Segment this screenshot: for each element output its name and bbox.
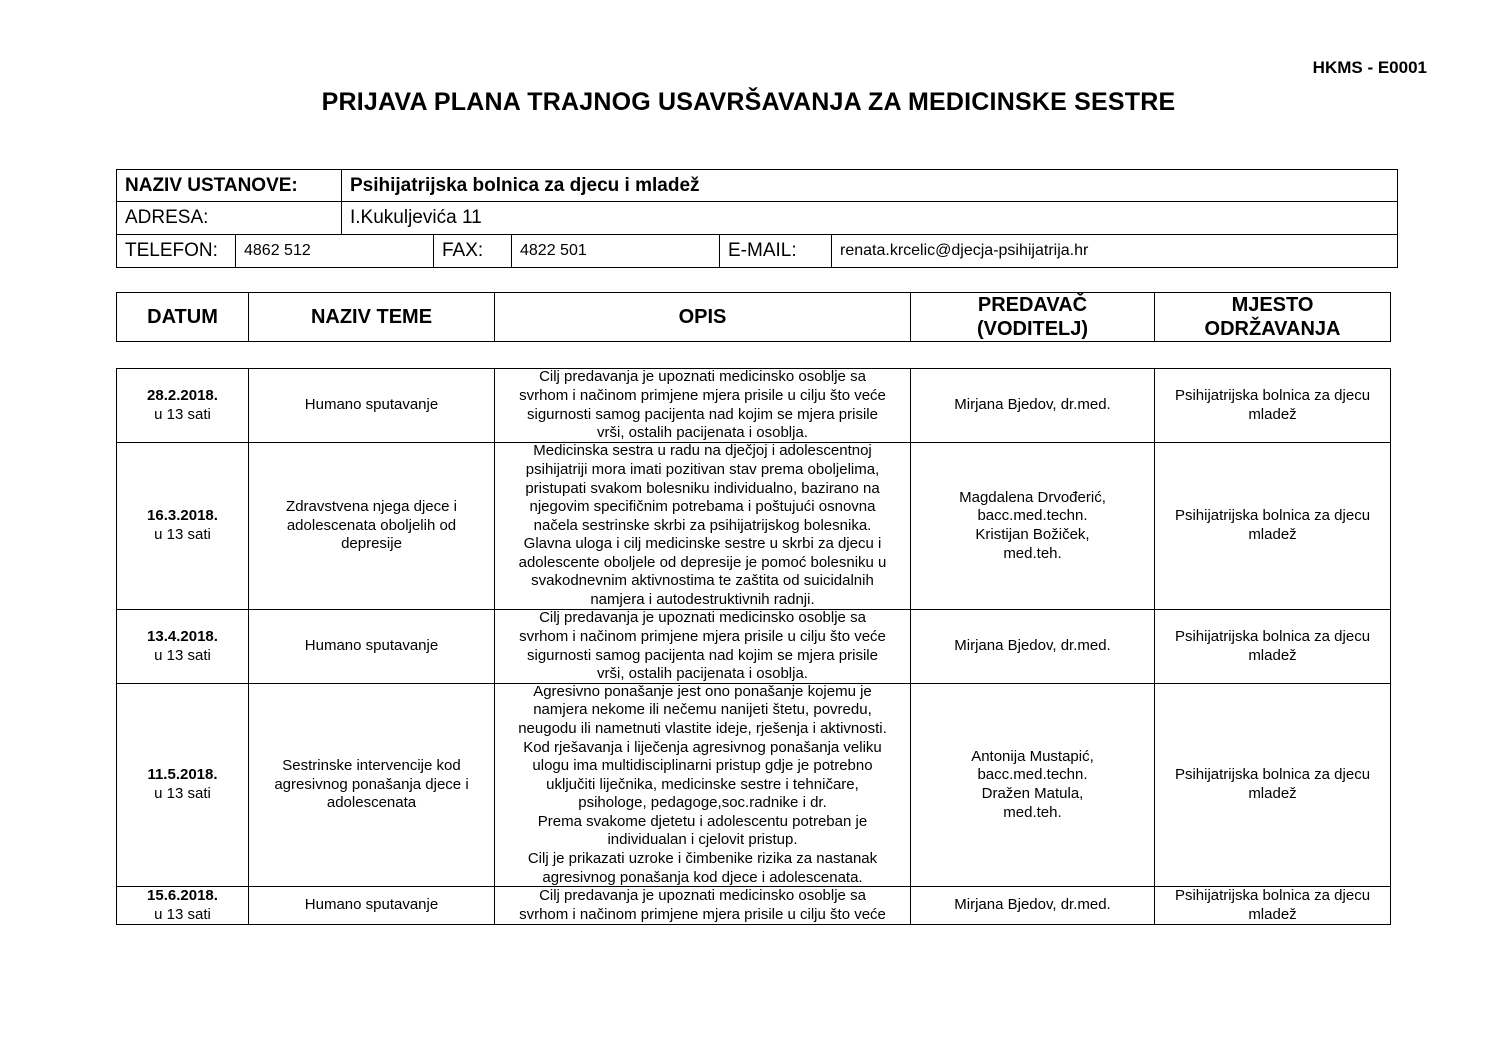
phone-value: 4862 512: [235, 235, 433, 267]
fax-label: FAX:: [433, 235, 511, 267]
column-header-lecturer: PREDAVAČ (VODITELJ): [910, 293, 1154, 341]
topic-cell: Zdravstvena njega djece i adolescenata oboljelih od depresije: [248, 443, 494, 609]
date-cell: [117, 443, 248, 609]
event-time: u 13 sati: [154, 785, 211, 802]
topic-cell: Humano sputavanje: [248, 369, 494, 442]
table-row: [117, 684, 1390, 887]
table-row: [117, 610, 1390, 684]
column-header-date: DATUM: [147, 306, 218, 328]
description-cell: Medicinska sestra u radu na dječjoj i adolescentnoj psihijatriji mora imati pozitivan stav prema oboljelima, pristupati svakom bolesniku individualno, bazirano na njegovim specifičnim potrebama i poštujući osnovna načela sestrinske skrbi za psihijatrijskog bolesnika. Glavna uloga i cilj medicinske sestre u skrbi za djecu i adolescente oboljele od depresije je pomoć bolesniku u svakodnevnim aktivnostima te zaštita od suicidalnih namjera i autodestruktivnih radnji.: [494, 443, 910, 609]
document-title: PRIJAVA PLANA TRAJNOG USAVRŠAVANJA ZA MEDICINSKE SESTRE: [321, 88, 1176, 116]
document-code: HKMS - E0001: [1312, 58, 1427, 77]
topic-cell: Sestrinske intervencije kod agresivnog ponašanja djece i adolescenata: [248, 684, 494, 886]
address-value: I.Kukuljevića 11: [341, 202, 1397, 234]
topic-cell: Humano sputavanje: [248, 887, 494, 924]
lecturer-cell: Antonija Mustapić, bacc.med.techn. Dražen Matula, med.teh.: [910, 684, 1154, 886]
location-cell: Psihijatrijska bolnica za djecu mladež: [1154, 369, 1390, 442]
event-date: 13.4.2018.: [147, 627, 218, 645]
email-value: renata.krcelic@djecja-psihijatrija.hr: [831, 235, 1397, 267]
table-row: [117, 887, 1390, 925]
date-cell: [117, 684, 248, 886]
location-cell: Psihijatrijska bolnica za djecu mladež: [1154, 887, 1390, 924]
fax-value: 4822 501: [511, 235, 719, 267]
event-date: 15.6.2018.: [147, 886, 218, 904]
event-time: u 13 sati: [154, 905, 211, 923]
date-cell: [117, 369, 248, 442]
date-cell: [117, 887, 248, 924]
institution-name-row: [117, 170, 1397, 202]
institution-name-value: Psihijatrijska bolnica za djecu i mladež: [341, 170, 1397, 201]
address-row: [117, 202, 1397, 235]
lecturer-cell: Mirjana Bjedov, dr.med.: [910, 369, 1154, 442]
email-label: E-MAIL:: [719, 235, 831, 267]
topic-cell: Humano sputavanje: [248, 610, 494, 683]
institution-info-table: [116, 169, 1398, 268]
lecturer-cell: Magdalena Drvođerić, bacc.med.techn. Kristijan Božiček, med.teh.: [910, 443, 1154, 609]
event-date: 16.3.2018.: [147, 507, 218, 525]
date-cell: [117, 610, 248, 683]
description-cell: Cilj predavanja je upoznati medicinsko osoblje sa svrhom i načinom primjene mjera prisile u cilju što veće sigurnosti samog pacijenta nad kojim se mjera prisile vrši, ostalih pacijenata i osoblja.: [494, 610, 910, 683]
event-time: u 13 sati: [154, 526, 211, 543]
table-row: [117, 369, 1390, 443]
column-header-description: OPIS: [494, 293, 910, 341]
lecturer-cell: Mirjana Bjedov, dr.med.: [910, 887, 1154, 924]
contact-row: [117, 235, 1397, 267]
location-cell: Psihijatrijska bolnica za djecu mladež: [1154, 610, 1390, 683]
location-cell: Psihijatrijska bolnica za djecu mladež: [1154, 443, 1390, 609]
institution-name-label: NAZIV USTANOVE:: [125, 174, 298, 196]
lecturer-cell: Mirjana Bjedov, dr.med.: [910, 610, 1154, 683]
column-header-location: MJESTO ODRŽAVANJA: [1154, 293, 1390, 341]
event-date: 11.5.2018.: [147, 766, 218, 784]
address-label: ADRESA:: [125, 207, 209, 228]
phone-label: TELEFON:: [125, 240, 218, 261]
event-date: 28.2.2018.: [147, 386, 218, 404]
column-header-topic: NAZIV TEME: [248, 293, 494, 341]
schedule-header-table: [116, 292, 1391, 342]
event-time: u 13 sati: [154, 646, 211, 664]
table-row: [117, 443, 1390, 610]
description-cell: Cilj predavanja je upoznati medicinsko osoblje sa svrhom i načinom primjene mjera prisile u cilju što veće: [494, 887, 910, 924]
description-cell: Agresivno ponašanje jest ono ponašanje kojemu je namjera nekome ili nečemu nanijeti štetu, povredu, neugodu ili nametnuti vlastite ideje, rješenja i aktivnosti. Kod rješavanja i liječenja agresivnog ponašanja veliku ulogu ima multidisciplinarni pristup gdje je potrebno uključiti liječnika, medicinske sestre i tehničare, psihologe, pedagoge,soc.radnike i dr. Prema svakome djetetu i adolescentu potreban je individualan i cjelovit pristup. Cilj je prikazati uzroke i čimbenike rizika za nastanak agresivnog ponašanja kod djece i adolescenata.: [494, 684, 910, 886]
description-cell: Cilj predavanja je upoznati medicinsko osoblje sa svrhom i načinom primjene mjera prisile u cilju što veće sigurnosti samog pacijenta nad kojim se mjera prisile vrši, ostalih pacijenata i osoblja.: [494, 369, 910, 442]
location-cell: Psihijatrijska bolnica za djecu mladež: [1154, 684, 1390, 886]
schedule-table: [116, 368, 1391, 925]
event-time: u 13 sati: [154, 405, 211, 423]
